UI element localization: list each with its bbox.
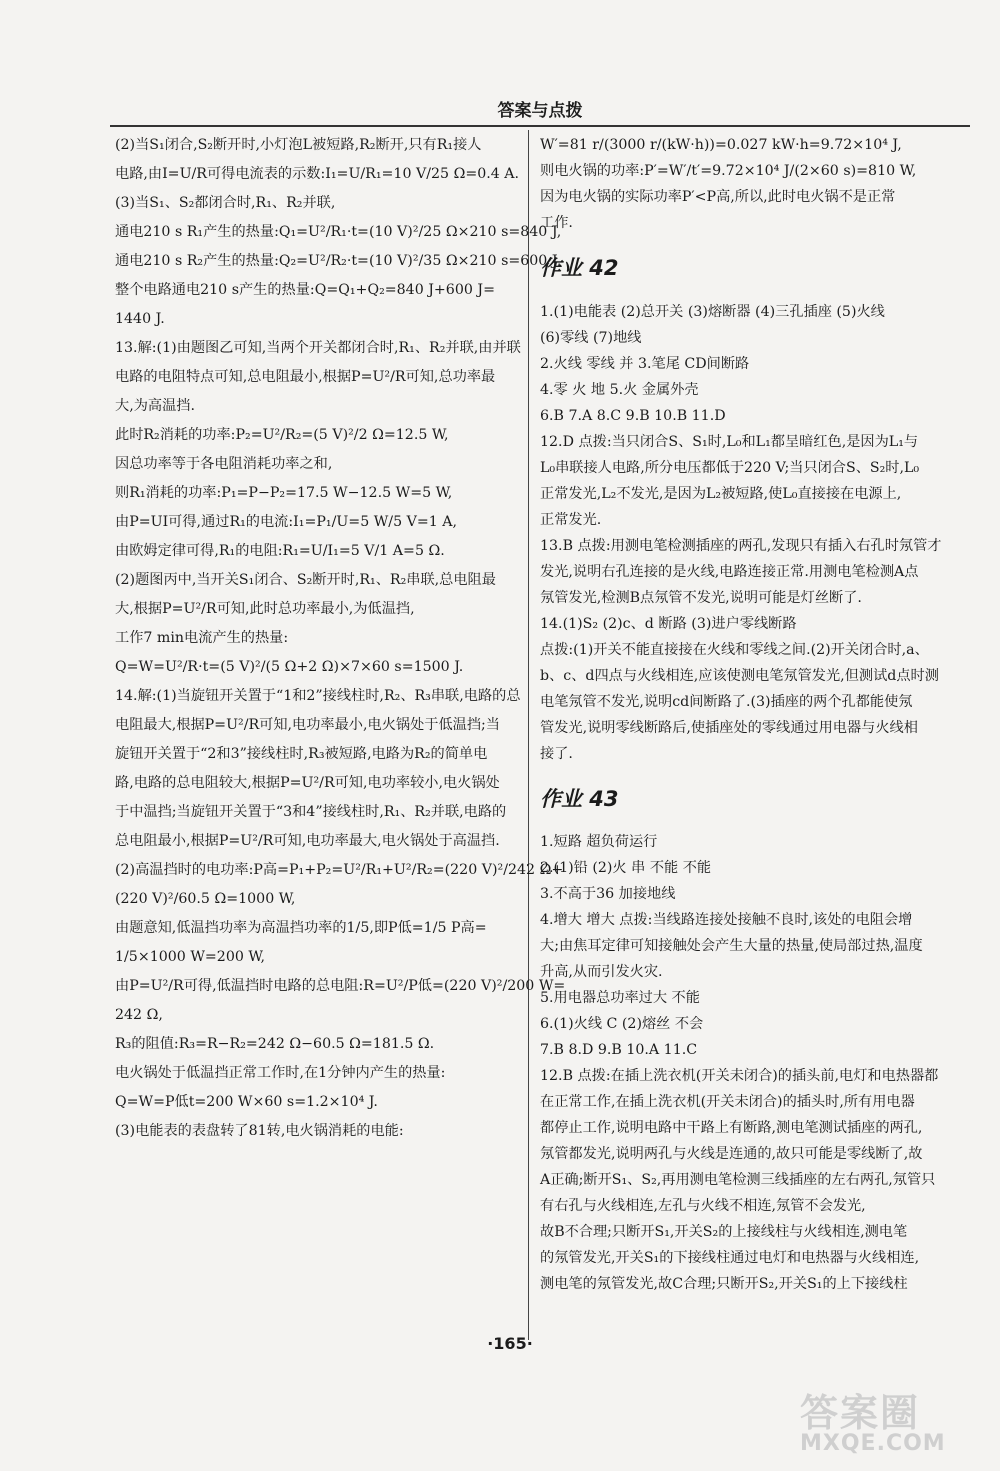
text-line: 5.用电器总功率过大 不能 bbox=[540, 990, 700, 1007]
text-line: 旋钮开关置于“2和3”接线柱时,R₃被短路,电路为R₂的简单电 bbox=[115, 746, 488, 762]
text-line: 管发光,说明零线断路后,使插座处的零线通过用电器与火线相 bbox=[540, 719, 918, 736]
text-line: 14.解:(1)当旋钮开关置于“1和2”接线柱时,R₂、R₃串联,电路的总 bbox=[115, 688, 521, 704]
text-line: 13.解:(1)由题图乙可知,当两个开关都闭合时,R₁、R₂并联,由并联 bbox=[115, 340, 521, 356]
text-line: 电火锅处于低温挡正常工作时,在1分钟内产生的热量: bbox=[115, 1065, 446, 1081]
text-line: 因总功率等于各电阻消耗功率之和, bbox=[115, 456, 333, 472]
text-line: 通电210 s R₂产生的热量:Q₂=U²/R₂·t=(10 V)²/35 Ω×210 s=600 J, bbox=[115, 253, 562, 269]
text-line: 路,电路的总电阻较大,根据P=U²/R可知,电功率较小,电火锅处 bbox=[115, 775, 500, 791]
text-line: 电路,由I=U/R可得电流表的示数:I₁=U/R₁=10 V/25 Ω=0.4 A. bbox=[115, 166, 520, 182]
text-line: (3)电能表的表盘转了81转,电火锅消耗的电能: bbox=[115, 1123, 404, 1139]
text-line: 通电210 s R₁产生的热量:Q₁=U²/R₁·t=(10 V)²/25 Ω×210 s=840 J, bbox=[115, 224, 562, 240]
text-line: (2)当S₁闭合,S₂断开时,小灯泡L被短路,R₂断开,只有R₁接人 bbox=[115, 137, 482, 153]
text-line: 6.B 7.A 8.C 9.B 10.B 11.D bbox=[540, 407, 726, 424]
text-line: 2.(1)铅 (2)火 串 不能 不能 bbox=[540, 860, 712, 877]
text-line: 接了. bbox=[540, 745, 573, 762]
text-line: 3.不高于36 加接地线 bbox=[540, 886, 676, 903]
text-line: 242 Ω, bbox=[115, 1007, 163, 1023]
text-line: 总电阻最小,根据P=U²/R可知,电功率最大,电火锅处于高温挡. bbox=[115, 833, 500, 849]
text-line: 大,为高温挡. bbox=[115, 398, 195, 414]
text-line: 则电火锅的功率:P′=W′/t′=9.72×10⁴ J/(2×60 s)=810 W, bbox=[540, 163, 917, 179]
text-line: 大,根据P=U²/R可知,此时总功率最小,为低温挡, bbox=[115, 601, 415, 617]
text-line: 则R₁消耗的功率:P₁=P−P₂=17.5 W−12.5 W=5 W, bbox=[115, 485, 453, 501]
text-line: 由P=U²/R可得,低温挡时电路的总电阻:R=U²/P低=(220 V)²/200 W= bbox=[115, 978, 566, 994]
text-line: 的氖管发光,开关S₁的下接线柱通过电灯和电热器与火线相连, bbox=[540, 1250, 920, 1267]
column-divider bbox=[528, 130, 529, 1340]
text-line: 因为电火锅的实际功率P′<P高,所以,此时电火锅不是正常 bbox=[540, 189, 896, 205]
text-line: 此时R₂消耗的功率:P₂=U²/R₂=(5 V)²/2 Ω=12.5 W, bbox=[115, 427, 449, 443]
page-number: ·165· bbox=[487, 1334, 533, 1353]
text-line: 氖管都发光,说明两孔与火线是连通的,故只可能是零线断了,故 bbox=[540, 1146, 923, 1163]
text-line: 由题意知,低温挡功率为高温挡功率的1/5,即P低=1/5 P高= bbox=[115, 920, 487, 936]
text-line: 都停止工作,说明电路中干路上有断路,测电笔测试插座的两孔, bbox=[540, 1120, 923, 1137]
text-line: W′=81 r/(3000 r/(kW·h))=0.027 kW·h=9.72×10⁴ J, bbox=[540, 137, 902, 153]
right-column bbox=[540, 134, 970, 1299]
page-header: 答案与点拨 bbox=[497, 101, 583, 121]
text-line: 1.(1)电能表 (2)总开关 (3)熔断器 (4)三孔插座 (5)火线 bbox=[540, 303, 885, 320]
text-line: Q=W=P低t=200 W×60 s=1.2×10⁴ J. bbox=[115, 1094, 378, 1110]
text-line: 大;由焦耳定律可知接触处会产生大量的热量,使局部过热,温度 bbox=[540, 938, 923, 955]
text-line: 正常发光. bbox=[540, 511, 602, 528]
text-line: 正常发光,L₂不发光,是因为L₂被短路,使L₀直接接在电源上, bbox=[540, 485, 902, 502]
text-line: 故B不合理;只断开S₁,开关S₂的上接线柱与火线相连,测电笔 bbox=[540, 1224, 908, 1241]
text-line: (3)当S₁、S₂都闭合时,R₁、R₂并联, bbox=[115, 195, 336, 211]
watermark-logo bbox=[800, 1382, 990, 1462]
text-line: 14.(1)S₂ (2)c、d 断路 (3)进户零线断路 bbox=[540, 615, 797, 632]
text-line: 1/5×1000 W=200 W, bbox=[115, 949, 266, 965]
text-line: (2)题图丙中,当开关S₁闭合、S₂断开时,R₁、R₂串联,总电阻最 bbox=[115, 572, 496, 588]
section-title-42: 作业 42 bbox=[540, 256, 619, 280]
text-line: 点拨:(1)开关不能直接接在火线和零线之间.(2)开关闭合时,a、 bbox=[540, 641, 929, 658]
header-rule bbox=[110, 125, 970, 127]
watermark-main: 答案圈 bbox=[800, 1391, 921, 1435]
text-line: 7.B 8.D 9.B 10.A 11.C bbox=[540, 1042, 698, 1059]
text-line: 升高,从而引发火灾. bbox=[540, 964, 663, 981]
text-line: Q=W=U²/R·t=(5 V)²/(5 Ω+2 Ω)×7×60 s=1500 J. bbox=[115, 659, 464, 675]
text-line: (2)高温挡时的电功率:P高=P₁+P₂=U²/R₁+U²/R₂=(220 V)²/242 Ω+ bbox=[115, 862, 564, 878]
text-line: L₀串联接人电路,所分电压都低于220 V;当只闭合S、S₂时,L₀ bbox=[540, 459, 920, 476]
text-line: 2.火线 零线 并 3.笔尾 CD间断路 bbox=[540, 355, 750, 372]
text-line: 电笔氖管不发光,说明cd间断路了.(3)插座的两个孔都能使氖 bbox=[540, 693, 913, 710]
text-line: 由欧姆定律可得,R₁的电阻:R₁=U/I₁=5 V/1 A=5 Ω. bbox=[115, 543, 445, 559]
text-line: 测电笔的氖管发光,故C合理;只断开S₂,开关S₁的上下接线柱 bbox=[540, 1276, 908, 1293]
text-line: 整个电路通电210 s产生的热量:Q=Q₁+Q₂=840 J+600 J= bbox=[115, 282, 495, 298]
text-line: 4.零 火 地 5.火 金属外壳 bbox=[540, 381, 699, 398]
text-line: (6)零线 (7)地线 bbox=[540, 329, 642, 346]
text-line: 4.增大 增大 点拨:当线路连接处接触不良时,该处的电阻会增 bbox=[540, 912, 913, 929]
text-line: 在正常工作,在插上洗衣机(开关未闭合)的插头时,所有用电器 bbox=[540, 1094, 915, 1111]
watermark-url: MXQE.COM bbox=[800, 1431, 946, 1456]
text-line: (220 V)²/60.5 Ω=1000 W, bbox=[115, 891, 296, 907]
text-line: 1.短路 超负荷运行 bbox=[540, 834, 658, 851]
text-line: 有右孔与火线相连,左孔与火线不相连,氖管不会发光, bbox=[540, 1198, 866, 1215]
text-line: 1440 J. bbox=[115, 311, 165, 327]
text-line: 13.B 点拨:用测电笔检测插座的两孔,发现只有插入右孔时氖管才 bbox=[540, 537, 942, 554]
text-line: 6.(1)火线 C (2)熔丝 不会 bbox=[540, 1016, 704, 1033]
text-line: 于中温挡;当旋钮开关置于“3和4”接线柱时,R₁、R₂并联,电路的 bbox=[115, 804, 507, 820]
text-line: 12.D 点拨:当只闭合S、S₁时,L₀和L₁都呈暗红色,是因为L₁与 bbox=[540, 433, 919, 450]
text-line: 12.B 点拨:在插上洗衣机(开关未闭合)的插头前,电灯和电热器都 bbox=[540, 1068, 939, 1085]
text-line: R₃的阻值:R₃=R−R₂=242 Ω−60.5 Ω=181.5 Ω. bbox=[115, 1036, 435, 1052]
text-line: 电阻最大,根据P=U²/R可知,电功率最小,电火锅处于低温挡;当 bbox=[115, 717, 500, 733]
text-line: 工作7 min电流产生的热量: bbox=[115, 630, 289, 646]
text-line: 氖管发光,检测B点氖管不发光,说明可能是灯丝断了. bbox=[540, 589, 862, 606]
text-line: 由P=UI可得,通过R₁的电流:I₁=P₁/U=5 W/5 V=1 A, bbox=[115, 514, 458, 530]
text-line: A正确;断开S₁、S₂,再用测电笔检测三线插座的左右两孔,氖管只 bbox=[540, 1172, 936, 1189]
text-line: 电路的电阻特点可知,总电阻最小,根据P=U²/R可知,总功率最 bbox=[115, 369, 496, 385]
text-line: 发光,说明右孔连接的是火线,电路连接正常.用测电笔检测A点 bbox=[540, 563, 919, 580]
section-title-43: 作业 43 bbox=[540, 786, 619, 811]
text-line: b、c、d四点与火线相连,应该使测电笔氖管发光,但测试d点时测 bbox=[540, 667, 939, 684]
text-line: 工作. bbox=[540, 215, 573, 231]
